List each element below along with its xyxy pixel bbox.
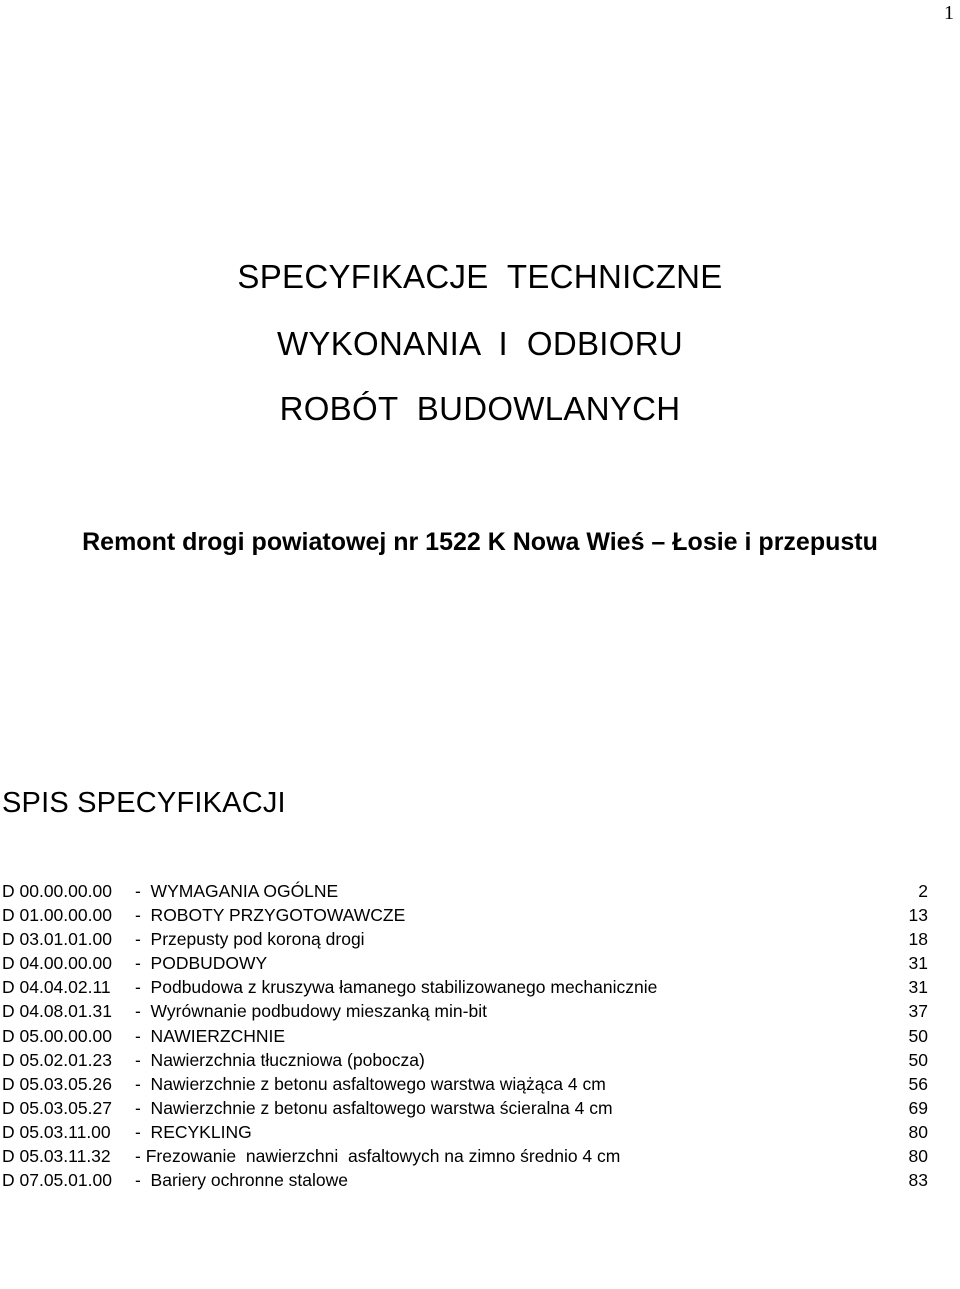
toc-heading: SPIS SPECYFIKACJI [2, 787, 286, 819]
toc-code: D 04.08.01.31 [2, 1001, 112, 1022]
toc-row [2, 1048, 928, 1072]
toc-description: - Podbudowa z kruszywa łamanego stabilizowanego mechanicznie [135, 977, 658, 998]
toc-description: - ROBOTY PRZYGOTOWAWCZE [135, 905, 406, 926]
toc-row [2, 975, 928, 999]
toc-description: - Wyrównanie podbudowy mieszanką min-bit [135, 1001, 487, 1022]
toc-page-number: 2 [918, 881, 928, 901]
toc-page-number: 31 [908, 977, 928, 998]
toc-row [2, 1144, 928, 1168]
toc-page-number: 56 [908, 1073, 928, 1094]
toc-code: D 05.03.11.32 [2, 1146, 111, 1167]
page-number: 1 [944, 2, 954, 24]
toc-code: D 05.03.11.00 [2, 1121, 111, 1142]
toc-code: D 05.03.05.27 [2, 1097, 112, 1118]
toc-description: - Nawierzchnie z betonu asfaltowego warstwa ścieralna 4 cm [135, 1097, 613, 1118]
toc-code: D 00.00.00.00 [2, 881, 112, 901]
toc-code: D 05.03.05.26 [2, 1073, 112, 1094]
toc-row [2, 927, 928, 951]
toc-description: - PODBUDOWY [135, 953, 268, 974]
toc-code: D 07.05.01.00 [2, 1170, 112, 1191]
toc-page-number: 50 [908, 1025, 928, 1046]
toc-code: D 03.01.01.00 [2, 929, 112, 950]
toc-row [2, 903, 928, 927]
title-line-3: ROBÓT BUDOWLANYCH [279, 390, 681, 427]
toc-page-number: 18 [908, 929, 928, 950]
toc-description: - Nawierzchnie z betonu asfaltowego warstwa wiążąca 4 cm [135, 1073, 606, 1094]
toc-row [2, 1072, 928, 1096]
toc-page-number: 50 [908, 1049, 928, 1070]
toc-code: D 05.00.00.00 [2, 1025, 112, 1046]
toc-row [2, 999, 928, 1023]
toc-description: - RECYKLING [135, 1121, 252, 1142]
toc-page-number: 31 [908, 953, 928, 974]
toc-row [2, 1096, 928, 1120]
toc-description: - Bariery ochronne stalowe [135, 1170, 349, 1191]
toc-description: - Przepusty pod koroną drogi [135, 929, 365, 950]
toc-code: D 04.04.02.11 [2, 977, 111, 998]
toc-row [2, 1024, 928, 1048]
toc-description: - NAWIERZCHNIE [135, 1025, 286, 1046]
toc-page-number: 80 [908, 1121, 928, 1142]
toc-description: - WYMAGANIA OGÓLNE [135, 881, 339, 901]
toc-row [2, 879, 928, 903]
toc-row [2, 1120, 928, 1144]
toc-code: D 05.02.01.23 [2, 1049, 112, 1070]
title-line-2: WYKONANIA I ODBIORU [276, 325, 684, 362]
project-subtitle: Remont drogi powiatowej nr 1522 K Nowa Wieś – Łosie i przepustu [82, 528, 878, 556]
toc-page-number: 80 [908, 1146, 928, 1167]
table-of-contents [2, 879, 928, 1192]
toc-page-number: 13 [908, 905, 928, 926]
toc-code: D 01.00.00.00 [2, 905, 112, 926]
toc-description: - Nawierzchnia tłuczniowa (pobocza) [135, 1049, 425, 1070]
title-line-1: SPECYFIKACJE TECHNICZNE [237, 258, 723, 295]
toc-page-number: 69 [908, 1097, 928, 1118]
toc-row [2, 951, 928, 975]
toc-code: D 04.00.00.00 [2, 953, 112, 974]
toc-description: - Frezowanie nawierzchni asfaltowych na zimno średnio 4 cm [135, 1146, 621, 1167]
toc-page-number: 37 [908, 1001, 928, 1022]
toc-page-number: 83 [908, 1170, 928, 1191]
